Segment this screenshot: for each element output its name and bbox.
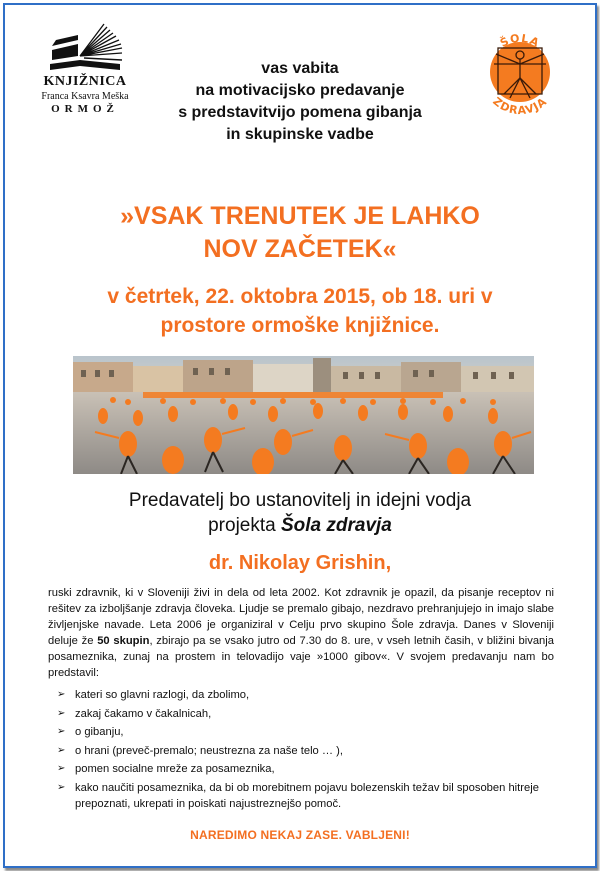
invite-line: vas vabita	[261, 60, 339, 77]
group-exercise-photo	[73, 356, 534, 474]
arrow-bullet-icon: ➢	[57, 781, 66, 793]
lecturer-name: dr. Nikolay Grishin,	[208, 552, 392, 574]
list-item	[57, 686, 557, 705]
lecturer-intro	[60, 488, 540, 538]
closing-call: NAREDIMO NEKAJ ZASE. VABLJENI!	[190, 828, 410, 842]
event-date-place	[40, 282, 560, 340]
list-item	[57, 742, 557, 761]
event-title	[60, 200, 540, 266]
lecturer-prefix: projekta	[208, 515, 281, 536]
arrow-bullet-icon: ➢	[57, 744, 66, 756]
arrow-bullet-icon: ➢	[57, 726, 66, 738]
topic-text: kako naučiti posameznika, da bi ob morebitnem pojavu bolezenskih težav bil sposoben hitreje prepoznati, ukrepati in poiskati najustreznejšo pomoč.	[75, 781, 539, 811]
list-item	[57, 760, 557, 779]
lecturer-line: Predavatelj bo ustanovitelj in idejni vodja	[128, 490, 472, 511]
date-line: v četrtek, 22. oktobra 2015, ob 18. uri v	[107, 285, 493, 308]
list-item	[57, 780, 557, 813]
arrow-bullet-icon: ➢	[57, 707, 66, 719]
invite-line: na motivacijsko predavanje	[195, 82, 405, 99]
school-logo-top-text: ŠOLA	[498, 31, 542, 50]
lecturer-bio	[48, 585, 554, 682]
library-logo	[30, 20, 140, 130]
project-name: Šola zdravja	[280, 515, 392, 536]
bio-text: ruski zdravnik, ki v Sloveniji živi in dela od leta 2002. Kot zdravnik je opazil, da pisanje receptov ni rešitev za izboljšanje zdravja človeka. Ljudje se premalo gibajo, nezdravo prehranjujejo in imajo slabe življenjske navade. Leta 2006 je organiziral v Celju prvo skupino Šole zdravja. Danes v Sloveniji deluje že	[48, 587, 554, 648]
list-item	[57, 705, 557, 724]
list-item	[57, 723, 557, 742]
topic-text: zakaj čakamo v čakalnicah,	[75, 707, 212, 720]
bio-text: , zbirajo pa se vsako jutro od 7.30 do 8. ure, v vseh letnih časih, v bližini bivanja posameznika, zunaj na prostem in telovadijo vaje »1000 gibov«. V svojem predavanju nam bo predstavil:	[48, 635, 554, 680]
topic-list	[57, 686, 557, 813]
invitation-text	[150, 58, 450, 146]
title-line: NOV ZAČETEK«	[203, 235, 397, 263]
library-city: ORMOŽ	[51, 103, 119, 115]
arrow-bullet-icon: ➢	[57, 689, 66, 700]
place-line: prostore ormoške knjižnice.	[160, 314, 440, 337]
school-logo-bottom-text: ZDRAVJA	[490, 94, 550, 118]
library-subtitle: Franca Ksavra Meška	[41, 91, 129, 102]
lecturer-line	[60, 513, 540, 538]
topic-text: kateri so glavni razlogi, da zbolimo,	[75, 689, 250, 701]
vitruvian-man-icon	[468, 20, 572, 124]
topic-text: pomen socialne mreže za posameznika,	[75, 763, 275, 776]
bio-highlight: 50 skupin	[97, 635, 150, 648]
topic-text: o gibanju,	[75, 726, 124, 739]
topic-text: o hrani (preveč-premalo; neustrezna za naše telo … ),	[75, 744, 344, 757]
library-name: KNJIŽNICA	[43, 74, 127, 89]
title-line: »VSAK TRENUTEK JE LAHKO	[120, 202, 480, 230]
book-icon	[44, 20, 126, 72]
invite-line: s predstavitvijo pomena gibanja	[178, 104, 422, 121]
invite-line: in skupinske vadbe	[226, 126, 374, 143]
arrow-bullet-icon: ➢	[57, 763, 66, 775]
school-logo	[468, 20, 572, 124]
